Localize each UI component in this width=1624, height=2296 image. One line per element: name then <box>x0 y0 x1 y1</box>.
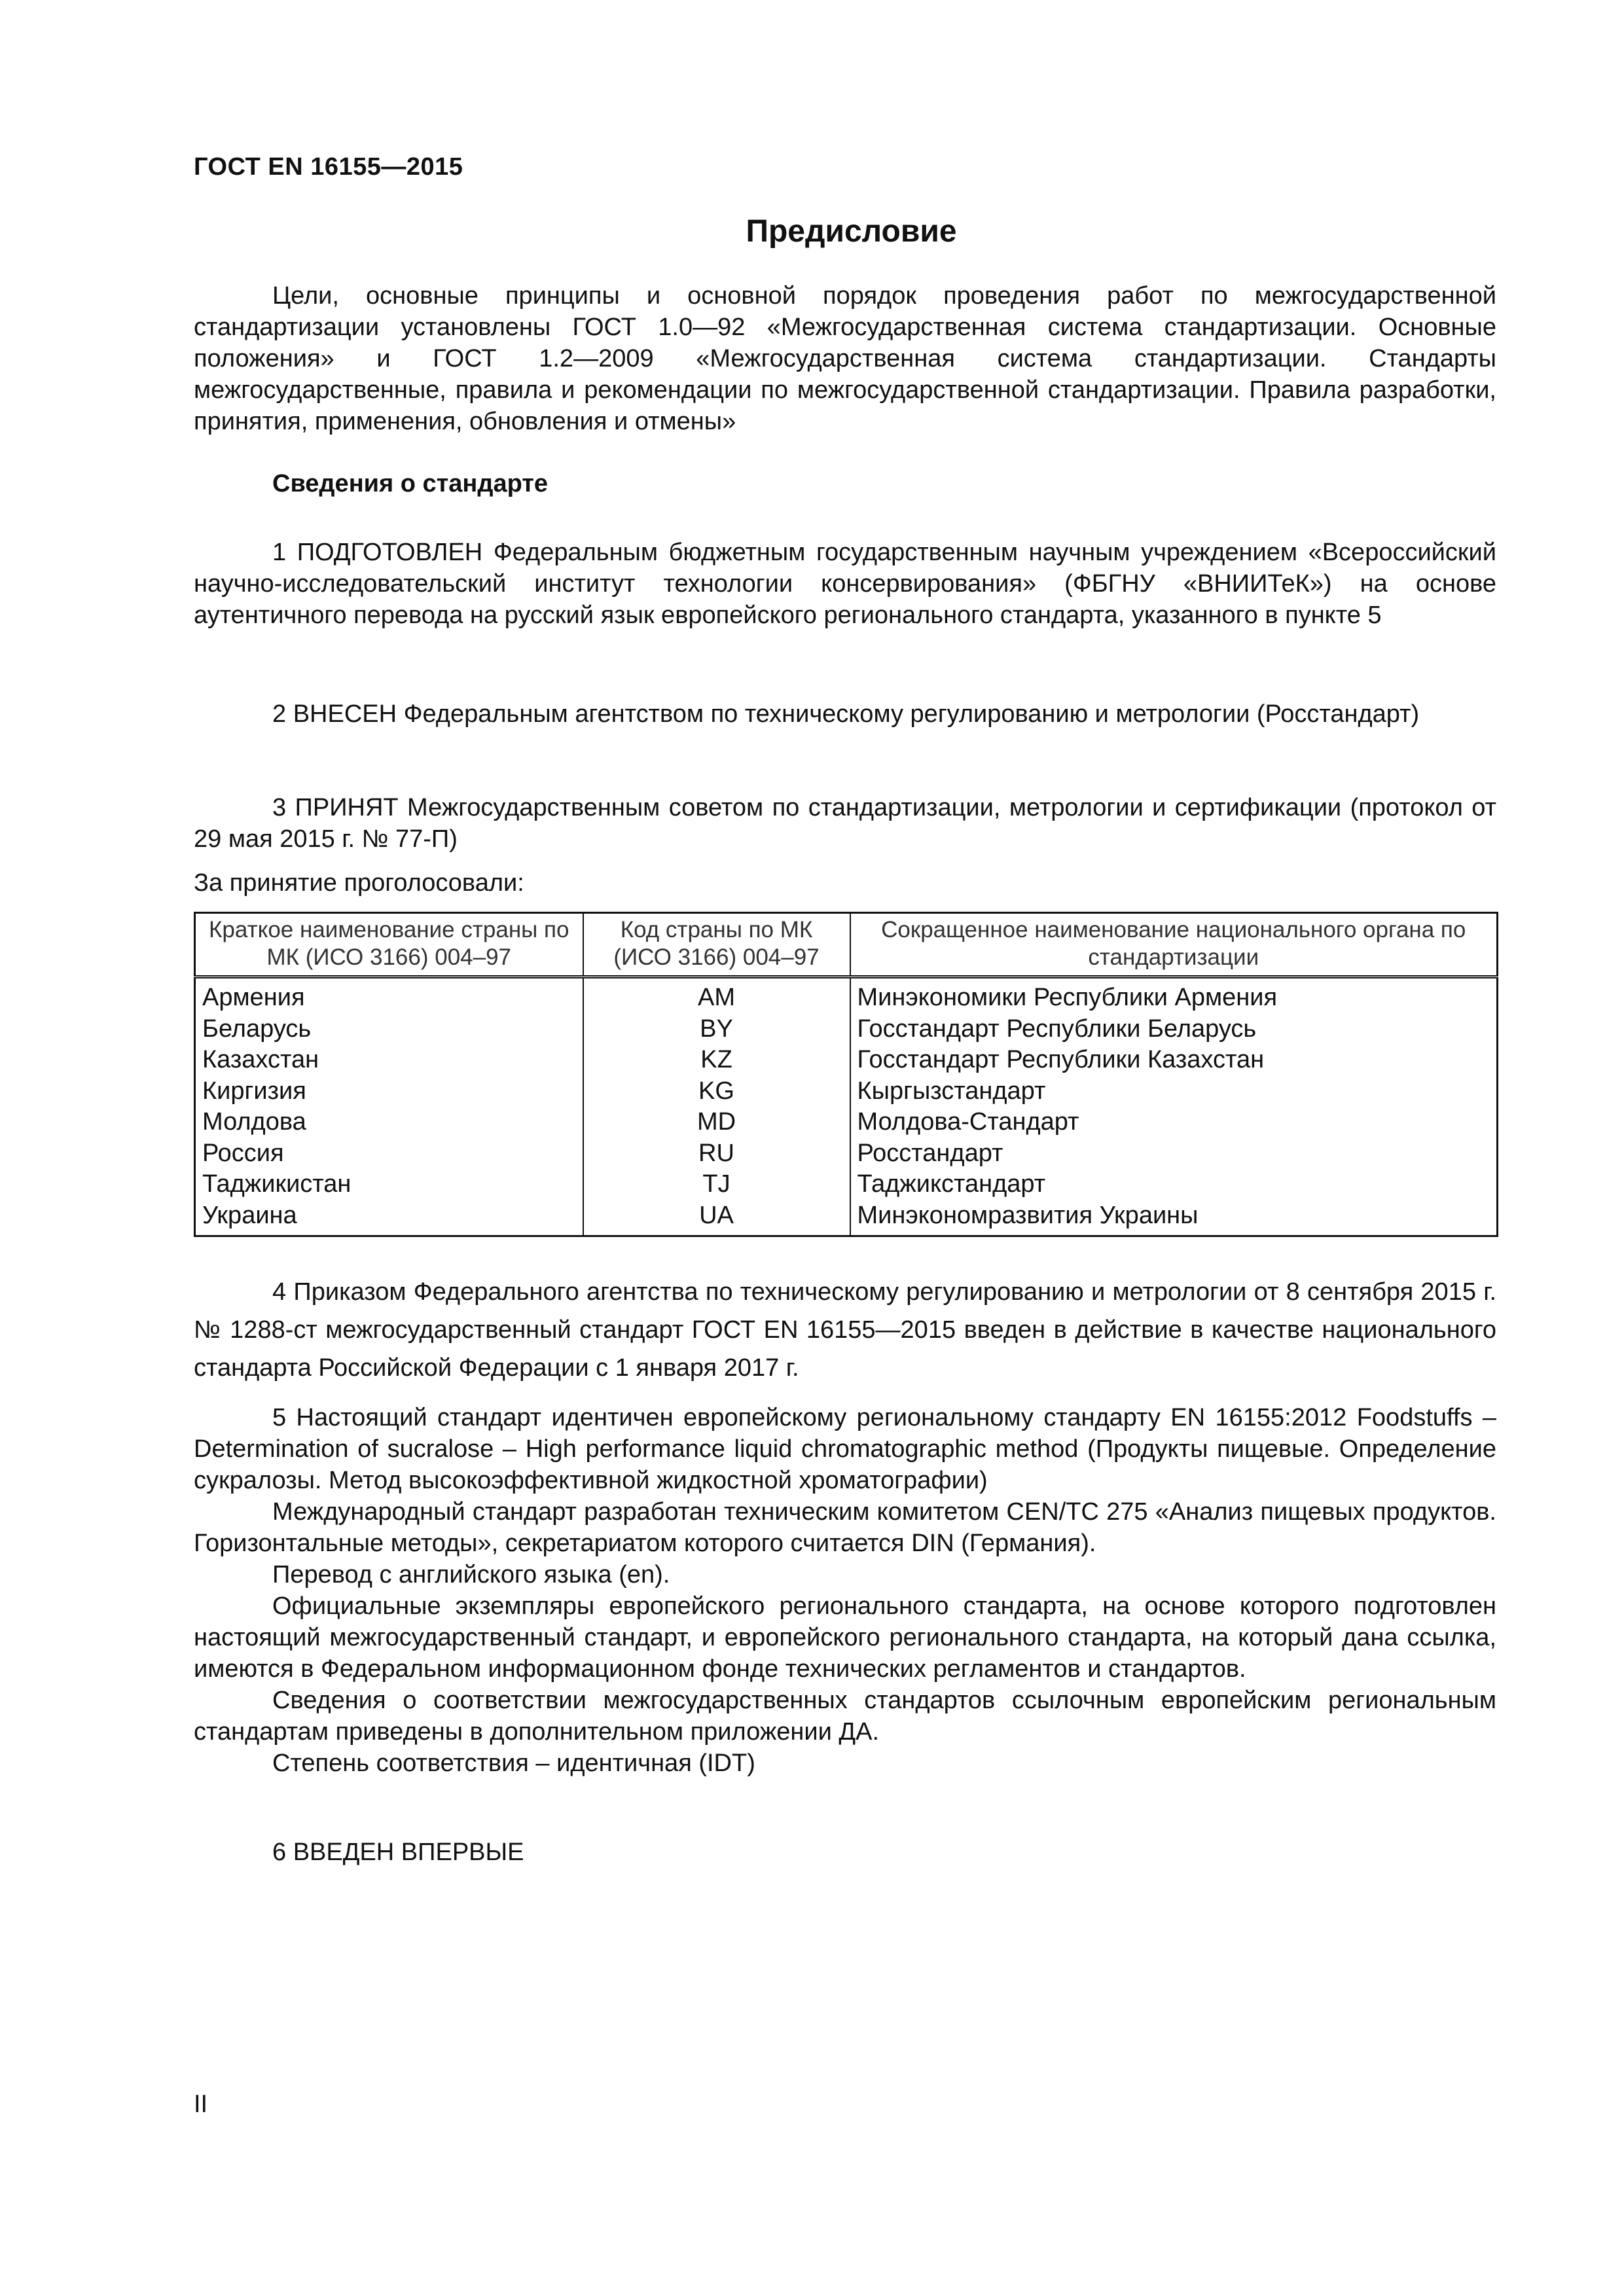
item-identical: 5 Настоящий стандарт идентичен европейскому региональному стандарту EN 16155:2012 Foodstuffs – Determination of sucralose – High performance liquid chromatographic method (Продукты пищевые. Определение сукралозы. Метод высокоэффективной жидкостной хроматографии) <box>194 1404 1496 1494</box>
country-code: TJ <box>583 1169 850 1200</box>
item-introduced: 6 ВВЕДЕН ВПЕРВЫЕ <box>272 1839 524 1866</box>
country-name: Беларусь <box>195 1014 583 1045</box>
country-code: KZ <box>583 1045 850 1076</box>
national-body: Росстандарт <box>850 1138 1498 1170</box>
national-body: Кыргызстандарт <box>850 1076 1498 1107</box>
item-6-block <box>194 1837 1496 1868</box>
table-row <box>195 1045 1498 1076</box>
country-name: Казахстан <box>195 1045 583 1076</box>
votes-table <box>194 912 1498 1237</box>
country-code: UA <box>583 1200 850 1236</box>
item-translation: Перевод с английского языка (en). <box>272 1561 670 1588</box>
table-row <box>195 1014 1498 1045</box>
info-heading-block <box>194 468 1496 499</box>
national-body: Минэкономики Республики Армения <box>850 977 1498 1014</box>
table-row <box>195 1107 1498 1138</box>
country-name: Молдова <box>195 1107 583 1138</box>
page-title: Предисловие <box>746 214 957 249</box>
item-conformity: Сведения о соответствии межгосударственных стандартов ссылочным европейским региональным стандартам приведены в дополнительном приложении ДА. <box>194 1687 1496 1746</box>
table-row <box>195 977 1498 1014</box>
country-code: AM <box>583 977 850 1014</box>
national-body: Госстандарт Республики Беларусь <box>850 1014 1498 1045</box>
national-body: Молдова-Стандарт <box>850 1107 1498 1138</box>
votes-caption: За принятие проголосовали: <box>194 869 524 897</box>
item-2-block <box>194 698 1496 730</box>
header-national-body: Сокращенное наименование национального органа по стандартизации <box>850 913 1498 977</box>
item-4-block <box>194 1273 1496 1387</box>
country-name: Армения <box>195 977 583 1014</box>
table-row <box>195 1076 1498 1107</box>
item-order: 4 Приказом Федерального агентства по техническому регулированию и метрологии от 8 сентября 2015 г. № 1288-ст межгосударственный стандарт ГОСТ EN 16155—2015 введен в действие в качестве национального стандарта Российской Федерации с 1 января 2017 г. <box>194 1278 1496 1382</box>
intro-paragraph: Цели, основные принципы и основной порядок проведения работ по межгосударственной стандартизации установлены ГОСТ 1.0—92 «Межгосударственная система стандартизации. Основные положения» и ГОСТ 1.2—2009 «Межгосударственная система стандартизации. Стандарты межгосударственные, правила и рекомендации по межгосударственной стандартизации. Правила разработки, принятия, применения, обновления и отмены» <box>194 282 1496 435</box>
national-body: Минэкономразвития Украины <box>850 1200 1498 1236</box>
country-code: RU <box>583 1138 850 1170</box>
header-country-code: Код страны по МК (ИСО 3166) 004–97 <box>583 913 850 977</box>
page-number: II <box>194 2090 208 2118</box>
item-5-block <box>194 1402 1496 1779</box>
header-country-name: Краткое наименование страны по МК (ИСО 3166) 004–97 <box>195 913 583 977</box>
item-submitted: 2 ВНЕСЕН Федеральным агентством по техническому регулированию и метрологии (Росстандарт) <box>272 700 1420 728</box>
table-row <box>195 1200 1498 1236</box>
item-copies: Официальные экземпляры европейского регионального стандарта, на основе которого подготовлен настоящий межгосударственный стандарт, и европейского регионального стандарта, на который дана ссылка, имеются в Федеральном информационном фонде технических регламентов и стандартов. <box>194 1592 1496 1683</box>
national-body: Госстандарт Республики Казахстан <box>850 1045 1498 1076</box>
national-body: Таджикстандарт <box>850 1169 1498 1200</box>
table-row <box>195 1169 1498 1200</box>
info-heading: Сведения о стандарте <box>272 470 549 497</box>
item-1-block <box>194 537 1496 631</box>
item-developed: Международный стандарт разработан техническим комитетом CEN/TC 275 «Анализ пищевых продуктов. Горизонтальные методы», секретариатом которого считается DIN (Германия). <box>194 1498 1496 1557</box>
votes-table-header-row <box>195 913 1498 977</box>
country-code: MD <box>583 1107 850 1138</box>
country-name: Киргизия <box>195 1076 583 1107</box>
table-row <box>195 1138 1498 1170</box>
country-name: Россия <box>195 1138 583 1170</box>
country-name: Украина <box>195 1200 583 1236</box>
country-code: BY <box>583 1014 850 1045</box>
item-prepared: 1 ПОДГОТОВЛЕН Федеральным бюджетным государственным научным учреждением «Всероссийский научно-исследовательский институт технологии консервирования» (ФБГНУ «ВНИИТеК») на основе аутентичного перевода на русский язык европейского регионального стандарта, указанного в пункте 5 <box>194 539 1496 629</box>
standard-code: ГОСТ EN 16155—2015 <box>194 153 463 181</box>
item-adopted: 3 ПРИНЯТ Межгосударственным советом по стандартизации, метрологии и сертификации (протокол от 29 мая 2015 г. № 77-П) <box>194 794 1496 853</box>
intro-block <box>194 280 1496 437</box>
item-3-block <box>194 792 1496 855</box>
country-code: KG <box>583 1076 850 1107</box>
item-degree: Степень соответствия – идентичная (IDT) <box>272 1749 755 1777</box>
country-name: Таджикистан <box>195 1169 583 1200</box>
